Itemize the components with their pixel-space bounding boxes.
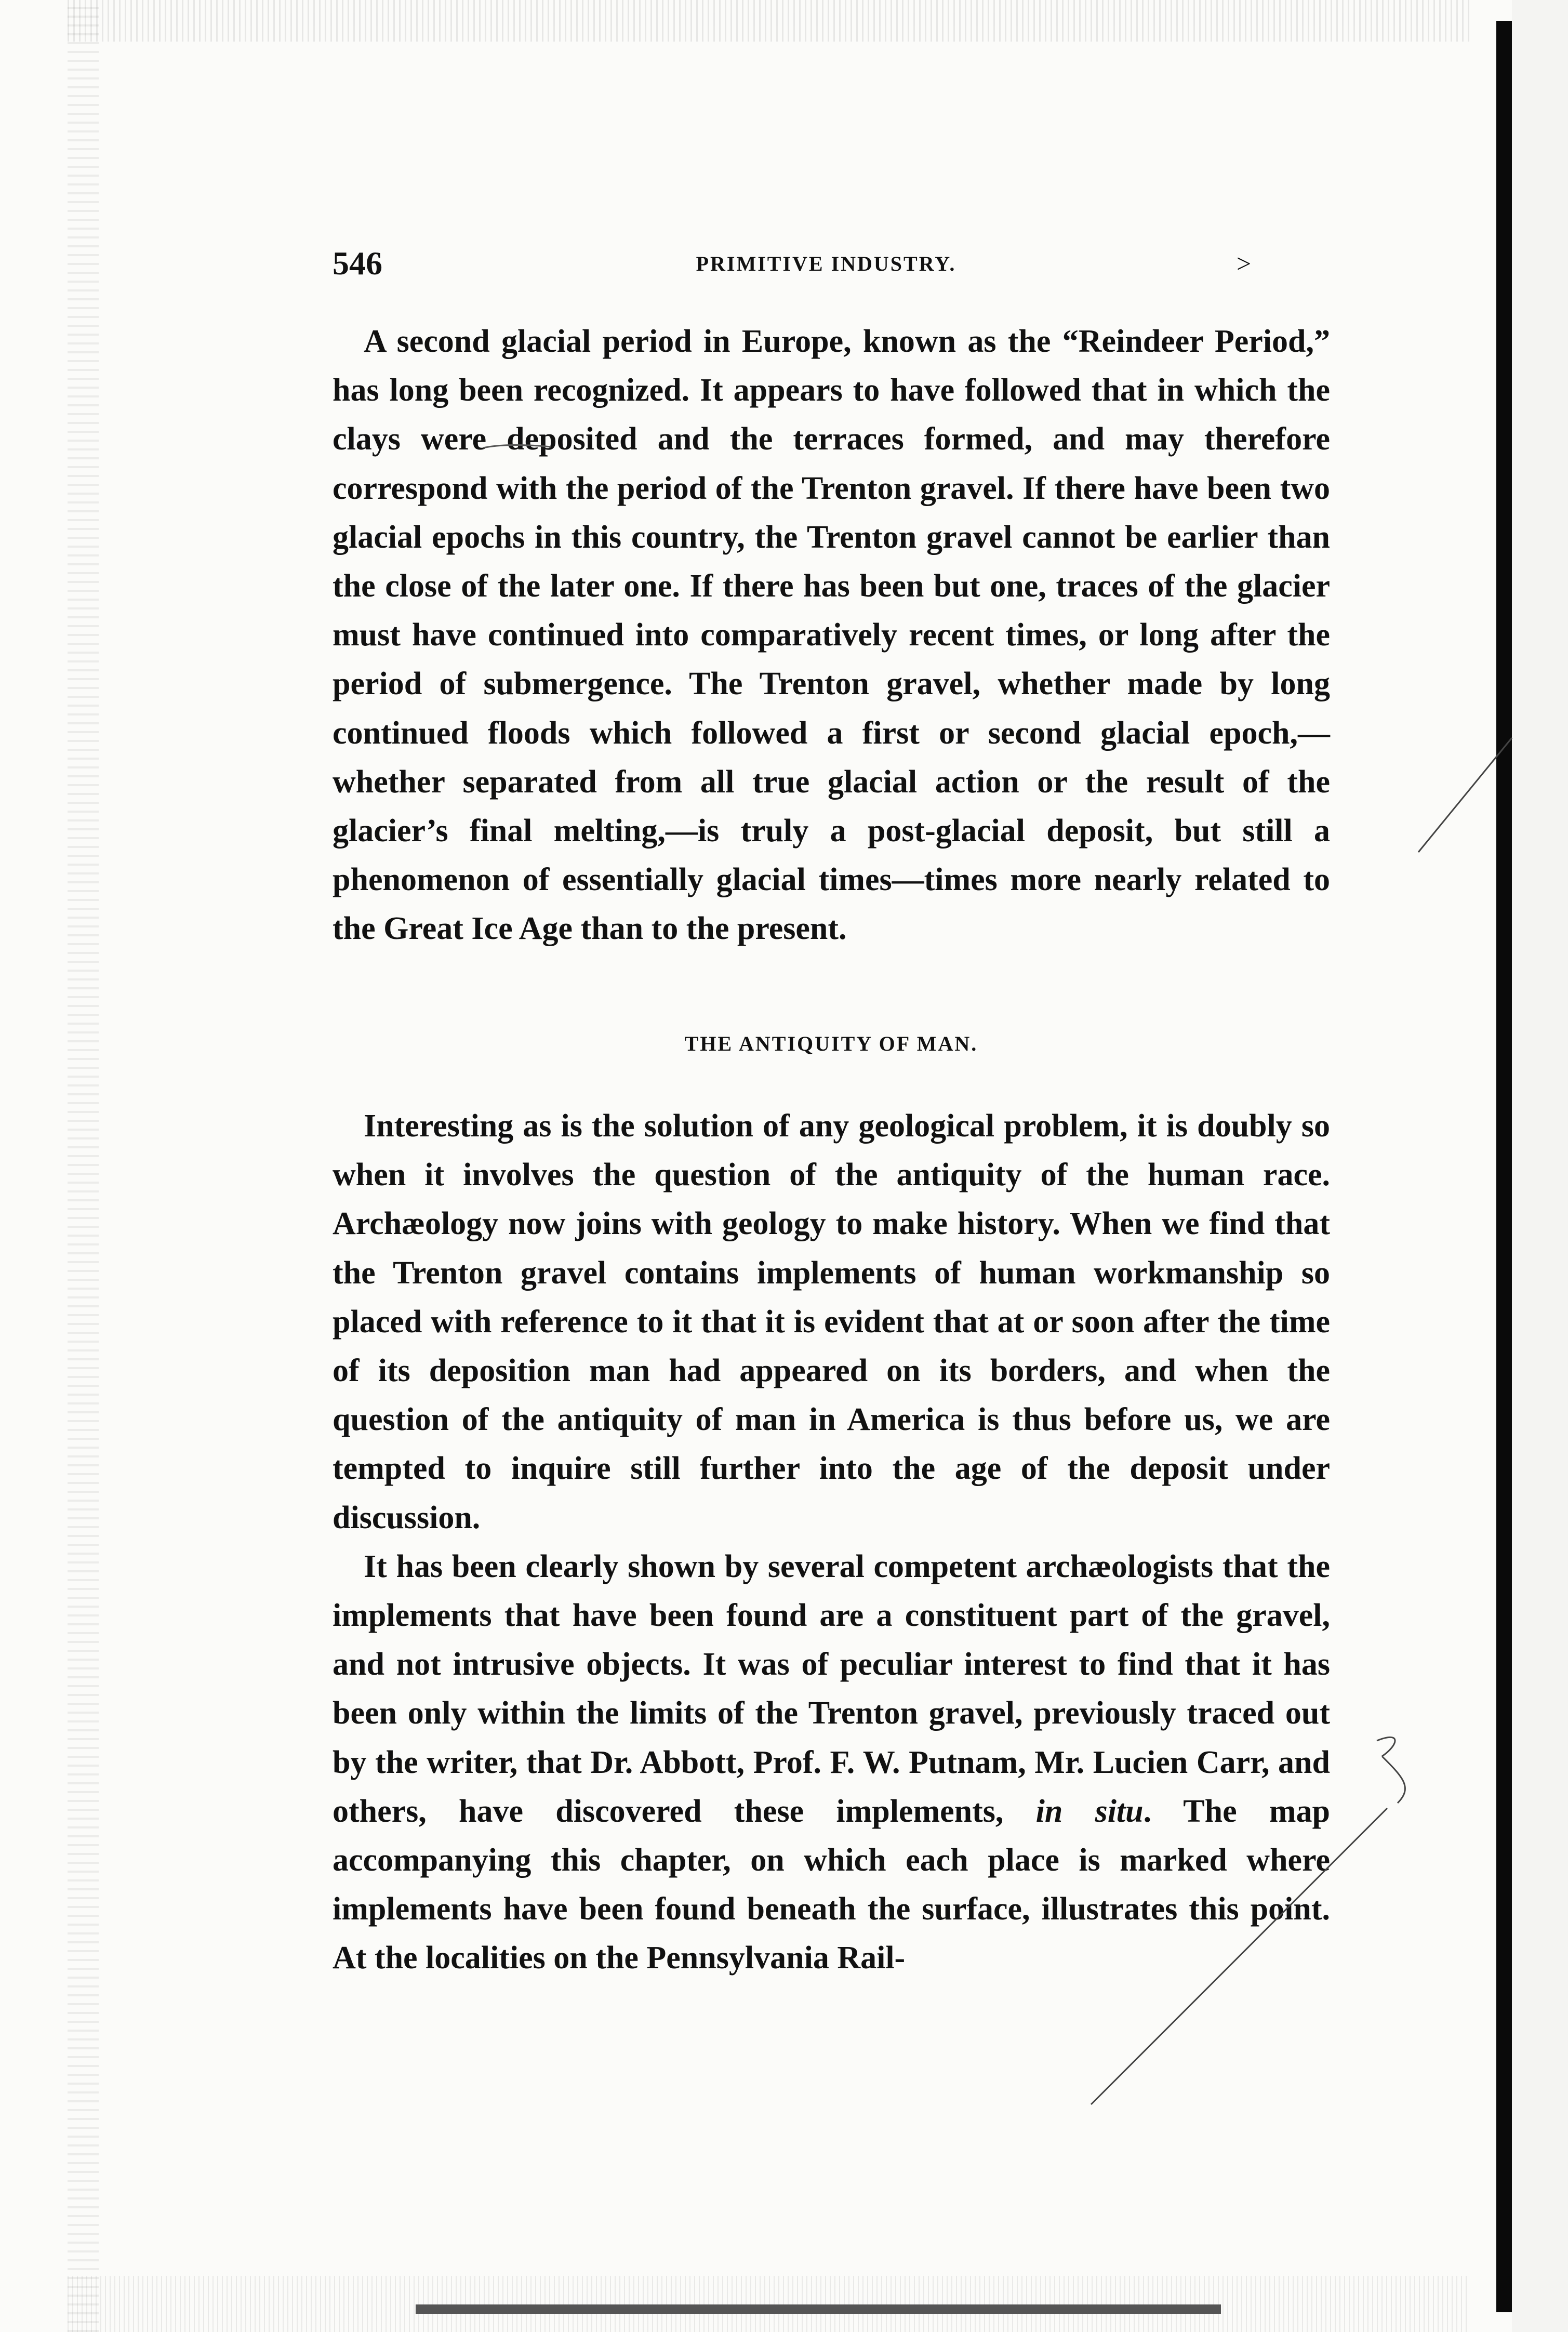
- scan-right-gutter: [1512, 0, 1568, 2332]
- page-number: 546: [333, 245, 382, 282]
- body-text-section-2: [333, 1102, 1330, 1983]
- scan-noise-bottom: [68, 2276, 1470, 2332]
- running-head: PRIMITIVE INDUSTRY.: [696, 252, 956, 275]
- body-text-section-1: [333, 317, 1330, 953]
- pencil-bracket: [1377, 1737, 1405, 1803]
- scan-noise-left: [68, 0, 99, 2332]
- scan-noise-top: [68, 0, 1470, 42]
- paragraph: A second glacial period in Europe, known as the “Reindeer Period,” has long been recognized. It appears to have followed that in which the clays were deposited and the terraces formed, and may therefore correspond with the period of the Trenton gravel. If there have been two glacial epochs in this country, the Trenton gravel cannot be earlier than the close of the later one. If there has been but one, traces of the glacier must have continued into comparatively recent times, or long after the period of submergence. The Trenton gravel, whether made by long continued floods which followed a first or second glacial epoch,—whether separated from all true glacial action or the result of the glacier’s final melting,—is truly a post-glacial deposit, but still a phenomenon of essentially glacial times—times more nearly related to the Great Ice Age than to the present.: [333, 324, 1330, 947]
- scan-bottom-bar: [416, 2304, 1221, 2314]
- section-heading: THE ANTIQUITY OF MAN.: [684, 1032, 978, 1055]
- paragraph: Interesting as is the solution of any geological problem, it is doubly so when it involves the question of the antiquity of the human race. Archæology now joins with geology to make history. When we find that the Trenton gravel contains implements of human workmanship so placed with reference to it that it is evident that at or soon after the time of its deposition man had appeared on its borders, and when the question of the antiquity of man in America is thus before us, we are tempted to inquire still further into the age of the deposit under discussion.: [333, 1108, 1330, 1535]
- margin-mark: >: [1237, 249, 1252, 278]
- page-header: [333, 239, 1320, 286]
- italic-term: in situ: [1035, 1793, 1144, 1829]
- paragraph: [333, 1542, 1330, 1983]
- scan-binding-edge: [1496, 21, 1512, 2312]
- paragraph-text: . The map accompanying this chapter, on which each place is marked where implements have been found beneath the surface, illustrates this point. At the localities on the Pennsylvania Rail-: [333, 1793, 1330, 1976]
- paragraph-text: It has been clearly shown by several competent archæologists that the implements that have been found are a constituent part of the gravel, and not intrusive objects. It was of peculiar interest to find that it has been only within the limits of the Trenton gravel, previously traced out by the writer, that Dr. Abbott, Prof. F. W. Putnam, Mr. Lucien Carr, and others, have discovered these implements,: [333, 1548, 1330, 1829]
